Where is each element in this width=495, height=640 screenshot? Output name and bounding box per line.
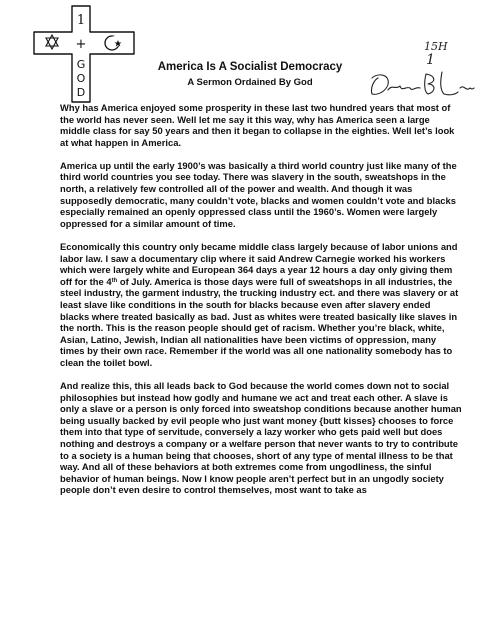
star-of-david-icon (46, 35, 58, 49)
paragraph-3-part-2: of July. America is those days were full of sweatshops in all industries, the steel industry, the garment industry, the trucking industry ect. and there was slavery or at least slave like conditions in the south for blacks because even after slavery ended blacks where treated basically as bad. Just as whites were treated basically like slaves in the north. This is the reason people should get of racism. Whether you’re black, white, Asian, Latino, Jewish, Indian all nationalities have been victims of oppression, many times by their own race. Remember if the world was all one nationality somebody has to clean the toilet bowl. (60, 275, 459, 368)
cross-letter-g: G (76, 58, 86, 71)
ordinal-superscript: th (111, 277, 118, 284)
document-title: America Is A Socialist Democracy (157, 61, 343, 73)
cross-emblem (30, 4, 138, 104)
handwritten-page-code: 15H (424, 40, 448, 53)
paragraph-3-part-1: Economically this country only became middle class largely because of labor unions and labor law. I saw a documentary clip where it said Andrew Carnegie worked his workers which were largely white and European 364 days a year 12 hours a day only giving them off for the 4 (60, 240, 458, 287)
paragraph-2: America up until the early 1900’s was basically a third world country just like many of the third world countries you see today. There was slavery in the south, sweatshops in the north, a relatively few controlled all of the power and wealth. And though it was supposedly democratic, many couldn’t vote, blacks and women couldn’t vote and blacks especially remained an openly oppressed class until the 1960’s. Women were largely oppressed for a similar amount of time. (60, 159, 457, 229)
paragraph-3 (60, 241, 462, 369)
document-subtitle: A Sermon Ordained By God (187, 77, 313, 88)
cross-middle-plus: + (75, 37, 87, 52)
paragraph-1: Why has America enjoyed some prosperity in these last two hundred years that most of the world has never seen. Well let me say it this way, why has America seen a large middle class for say 50 years and then it began to collapse in the eighties. Well let’s look at what happen in America. (60, 102, 455, 148)
crescent-star-icon (105, 36, 122, 50)
cross-letter-o: O (76, 72, 86, 85)
cross-letter-d: D (76, 86, 86, 99)
handwritten-signature (366, 66, 476, 102)
sermon-body (60, 102, 462, 507)
handwritten-page-number: 1 (426, 52, 435, 68)
cross-top-numeral: 1 (76, 13, 86, 28)
paragraph-4: And realize this, this all leads back to God because the world comes down not to social philosophies but instead how godly and humane we act and treat each other. A slave is only a slave or a person is only forced into sweatshop conditions because another human being usually backed by evil people who just want money {butt kisses} chooses to force them into that type of servitude, conversely a lazy worker who gets paid well but does nothing and destroys a company or a welfare person that never wants to try to contribute to a society is a human being that chooses, short of any type of mental illness to be that way. And all of these behaviors at both extremes come from ungodliness, the sinful behavior of human beings. Now I know people aren’t perfect but in an ungodly society people don’t even desire to control themselves, most want to take as (60, 379, 462, 496)
